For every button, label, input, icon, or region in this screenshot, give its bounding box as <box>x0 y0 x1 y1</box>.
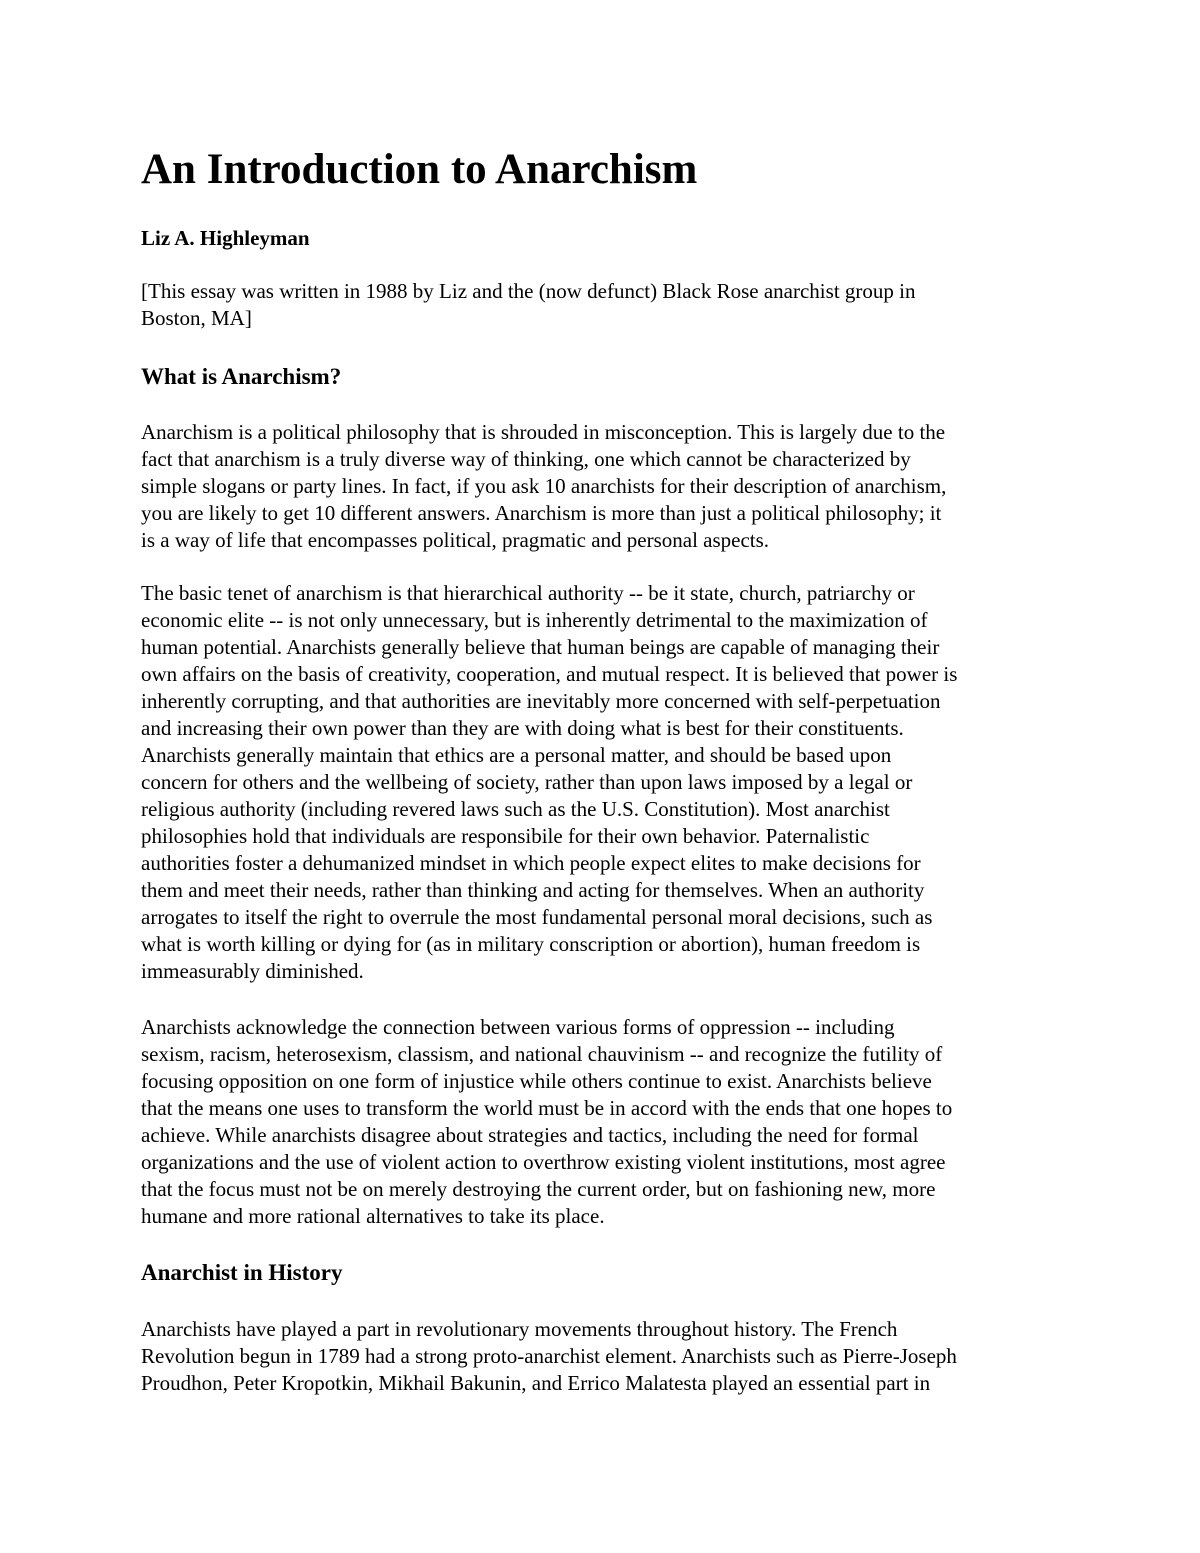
text-line: sexism, racism, heterosexism, classism, and national chauvinism -- and recognize the futility of <box>141 1042 943 1066</box>
document-title: An Introduction to Anarchism <box>141 146 698 193</box>
paragraph <box>141 419 1066 554</box>
text-line: religious authority (including revered laws such as the U.S. Constitution). Most anarchist <box>141 797 890 821</box>
text-line: concern for others and the wellbeing of society, rather than upon laws imposed by a legal or <box>141 770 913 794</box>
text-line: you are likely to get 10 different answers. Anarchism is more than just a political philosophy; it <box>141 501 942 525</box>
text-line: authorities foster a dehumanized mindset in which people expect elites to make decisions for <box>141 851 921 875</box>
text-line: them and meet their needs, rather than thinking and acting for themselves. When an authority <box>141 878 925 902</box>
essay-note <box>141 278 1066 332</box>
text-line: Anarchists acknowledge the connection between various forms of oppression -- including <box>141 1015 895 1039</box>
text-line: philosophies hold that individuals are responsibile for their own behavior. Paternalistic <box>141 824 870 848</box>
text-line: achieve. While anarchists disagree about strategies and tactics, including the need for formal <box>141 1123 919 1147</box>
text-line: human potential. Anarchists generally believe that human beings are capable of managing their <box>141 635 940 659</box>
note-line: [This essay was written in 1988 by Liz and the (now defunct) Black Rose anarchist group in <box>141 279 916 303</box>
text-line: The basic tenet of anarchism is that hierarchical authority -- be it state, church, patriarchy or <box>141 581 915 605</box>
paragraph <box>141 1316 1066 1397</box>
text-line: that the focus must not be on merely destroying the current order, but on fashioning new, more <box>141 1177 936 1201</box>
text-line: focusing opposition on one form of injustice while others continue to exist. Anarchists believe <box>141 1069 932 1093</box>
text-line: Anarchists generally maintain that ethics are a personal matter, and should be based upon <box>141 743 892 767</box>
section-heading-what-is-anarchism: What is Anarchism? <box>141 364 342 389</box>
text-line: and increasing their own power than they are with doing what is best for their constituents. <box>141 716 904 740</box>
text-line: Anarchism is a political philosophy that is shrouded in misconception. This is largely due to the <box>141 420 946 444</box>
text-line: arrogates to itself the right to overrule the most fundamental personal moral decisions, such as <box>141 905 933 929</box>
text-line: Revolution begun in 1789 had a strong proto-anarchist element. Anarchists such as Pierre-Joseph <box>141 1344 957 1368</box>
text-line: is a way of life that encompasses political, pragmatic and personal aspects. <box>141 528 770 552</box>
text-line: humane and more rational alternatives to take its place. <box>141 1204 605 1228</box>
text-line: Anarchists have played a part in revolutionary movements throughout history. The French <box>141 1317 898 1341</box>
note-line: Boston, MA] <box>141 306 252 330</box>
text-line: inherently corrupting, and that authorities are inevitably more concerned with self-perpetuation <box>141 689 941 713</box>
text-line: what is worth killing or dying for (as in military conscription or abortion), human freedom is <box>141 932 921 956</box>
paragraph <box>141 580 1066 985</box>
text-line: immeasurably diminished. <box>141 959 364 983</box>
text-line: own affairs on the basis of creativity, cooperation, and mutual respect. It is believed that power is <box>141 662 958 686</box>
text-line: organizations and the use of violent action to overthrow existing violent institutions, most agree <box>141 1150 946 1174</box>
text-line: fact that anarchism is a truly diverse way of thinking, one which cannot be characterized by <box>141 447 911 471</box>
text-line: economic elite -- is not only unnecessary, but is inherently detrimental to the maximization of <box>141 608 928 632</box>
text-line: simple slogans or party lines. In fact, if you ask 10 anarchists for their description of anarchism, <box>141 474 947 498</box>
paragraph <box>141 1014 1066 1230</box>
section-heading-anarchist-in-history: Anarchist in History <box>141 1260 343 1285</box>
text-line: that the means one uses to transform the world must be in accord with the ends that one hopes to <box>141 1096 953 1120</box>
author-name: Liz A. Highleyman <box>141 226 310 250</box>
text-line: Proudhon, Peter Kropotkin, Mikhail Bakunin, and Errico Malatesta played an essential part in <box>141 1371 931 1395</box>
